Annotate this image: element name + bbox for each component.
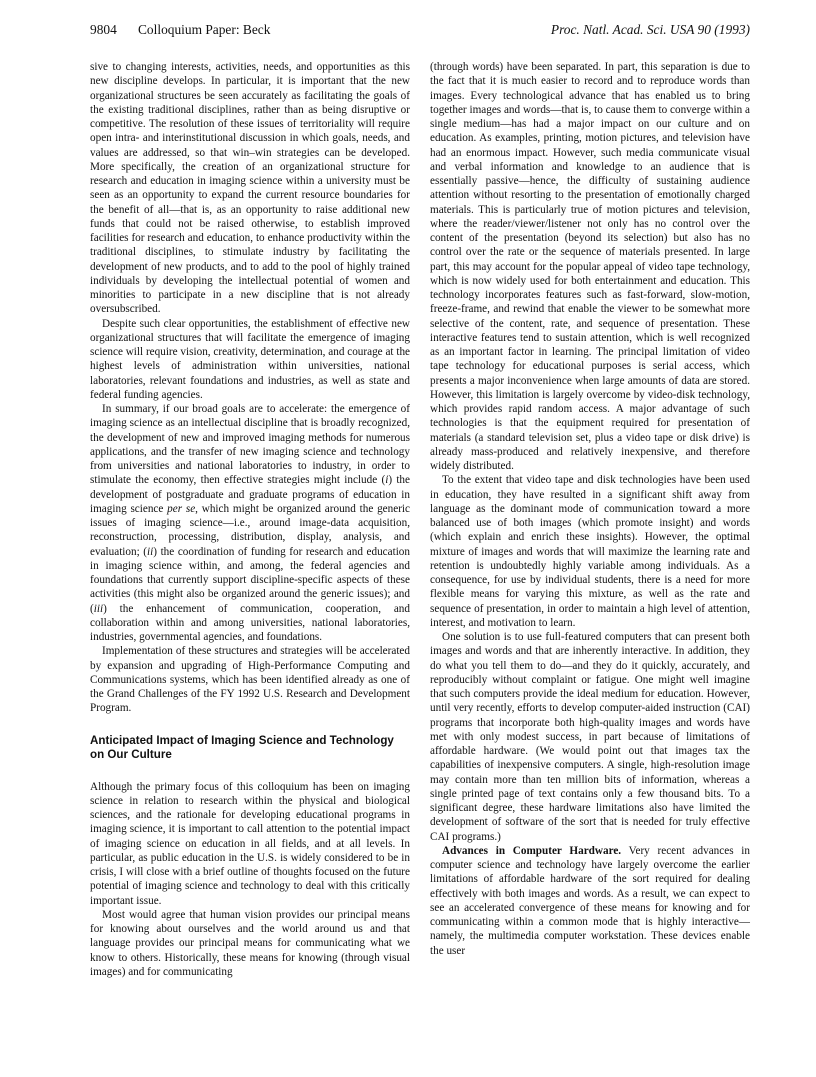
page-number: 9804 [90,22,117,37]
paragraph: (through words) have been separated. In part, this separation is due to the fact that it is much easier to record and to reproduce words than images. Every technological advance that has enabled us to bring together images and words—that is, to cause them to converge within a single medium—has had a major impact on our culture and on education. As examples, printing, motion pictures, and television have had an enormous impact. However, such media communicate visual and verbal information and knowledge to an audience that is essentially passive—hence, the difficulty of sustaining audience attention without resorting to the presentation of emotionally charged materials. This is particularly true of motion pictures and television, where the reader/viewer/listener not only has no control over the content of the presentation (beyond its selection) but also has no control over the rate or the sequence of materials presented. In large part, this may account for the popular appeal of video tape technology, which is now widely used for both entertainment and education. This technology incorporates features such as fast-forward, slow-motion, freeze-frame, and rewind that enable the viewer to be somewhat more selective of the content, rate, and sequence of presentation. These interactive features tend to sustain attention, which is well recognized as an important factor in learning. The principal limitation of video tape technology for educational purposes is serial access, which presents a major inconvenience when large amounts of data are stored. However, this limitation is largely overcome by video-disk technology, which provides rapid random access. A major advantage of such technologies is that the equipment required for presentation of materials (a standard television set, plus a video tape or disk drive) is already mass-produced and relatively inexpensive, and therefore widely distributed. [430,61,750,472]
right-column [430,60,750,958]
page-header [90,22,750,44]
journal-citation: Proc. Natl. Acad. Sci. USA 90 (1993) [550,22,750,37]
paragraph: sive to changing interests, activities, needs, and opportunities as this new discipline develops. In particular, it is important that the new organizational structures be seen accurately as facilitating the goals of the existing traditional disciplines, rather than as being disruptive or competitive. The resolution of these issues of territoriality will require open intra- and interinstitutional discussion in which goals, needs, and values are addressed, so that win–win strategies can be developed. More specifically, the creation of an organizational structure for research and education in imaging science within a university must be seen as an opportunity to expand the current resource boundaries for the benefit of all—that is, as an opportunity to raise additional new funds that could not be raised otherwise, to establish improved facilities for research and education, to enhance productivity within the traditional disciplines, to stimulate industry by facilitating the development of new products, and to add to the pool of highly trained individuals by developing the intellectual potential of women and minorities to participate in a new discipline that is not already oversubscribed. [90,61,410,316]
paragraph: Despite such clear opportunities, the establishment of effective new organizational structures that will facilitate the emergence of imaging science will require vision, creativity, determination, and courage at the highest levels of administration within universities, national laboratories, relevant foundations and industries, as well as state and federal funding agencies. [90,317,410,401]
paragraph: Advances in Computer Hardware. Very recent advances in computer science and technology have largely overcome the earlier limitations of affordable hardware of the sort required for dealing effectively with both images and words. As a result, we can expect to see an accelerated convergence of these means for knowing and for communicating within a common mode that is highly interactive—namely, the multimedia computer workstation. These devices enable the user [430,844,750,957]
paragraph: Although the primary focus of this colloquium has been on imaging science in relation to research within the physical and biological sciences, and the rationale for developing educational programs in imaging science, it is important to call attention to the potential impact of imaging science on education in all fields, and at all levels. In particular, as public education in the U.S. is widely considered to be in crisis, I will close with a brief outline of thoughts focused on the future potential of imaging science and technology to deal with this critically important issue. [90,780,410,907]
running-title: Colloquium Paper: Beck [138,22,271,37]
subsection-heading: Advances in Computer Hardware. [442,844,622,857]
paragraph: To the extent that video tape and disk technologies have been used in education, they have resulted in a significant shift away from language as the dominant mode of communication toward a more balanced use of both images (which promote insight) and words (which explain and enrich these insights). However, the optimal mixture of images and words that will maximize the learning rate and retention is undoubtedly highly variable among individuals. As a consequence, for use by individual students, there is a need for more flexible means for varying this mixture, as well as the rate and sequence of presentation, in order to maintain a high level of attention, interest, and motivation to learn. [430,474,750,629]
left-column [90,60,410,979]
paragraph: Implementation of these structures and strategies will be accelerated by expansion and upgrading of High-Performance Computing and Communications systems, which has been identified already as one of the Grand Challenges of the FY 1992 U.S. Research and Development Program. [90,645,410,715]
paragraph: Most would agree that human vision provides our principal means for knowing about ourselves and the world around us and that language provides our principal means for communicating what we know to others. Historically, these means for knowing (through visual images) and for communicating [90,908,410,978]
paragraph: In summary, if our broad goals are to accelerate: the emergence of imaging science as an intellectual discipline that is broadly recognized, the development of new and improved imaging methods for numerous applications, and the transfer of new imaging science and technology from universities and national laboratories to industry, in order to stimulate the economy, then effective strategies might include (i) the development of postgraduate and graduate programs of education in imaging science per se, which might be organized around the generic issues of imaging science—i.e., around image-data acquisition, reconstruction, processing, distribution, display, analysis, and evaluation; (ii) the coordination of funding for research and education in imaging science within, and among, the federal agencies and foundations that currently support discipline-specific aspects of these activities (this might also be organized around the generic issues); and (iii) the enhancement of communication, cooperation, and collaboration within and among universities, national laboratories, industries, governmental agencies, and foundations. [90,403,410,643]
paragraph: One solution is to use full-featured computers that can present both images and words and that are inherently interactive. In addition, they do what you tell them to do—and they do it quickly, accurately, and reproducibly without complaint or fatigue. One might well imagine that such computers provide the ideal medium for education. However, until very recently, efforts to develop computer-aided instruction (CAI) programs that incorporate both high-quality images and words have met with only modest success, in part because of limitations of affordable hardware. (We would point out that images tax the capabilities of inexpensive computers. A single, high-resolution image may contain more than ten million bits of information, whereas a single printed page of text contains only a few thousand bits. To a significant degree, these hardware limitations also have limited the development of software of the sort that is needed for truly effective CAI programs.) [430,631,750,843]
section-heading: Anticipated Impact of Imaging Science and Technology on Our Culture [90,733,394,761]
